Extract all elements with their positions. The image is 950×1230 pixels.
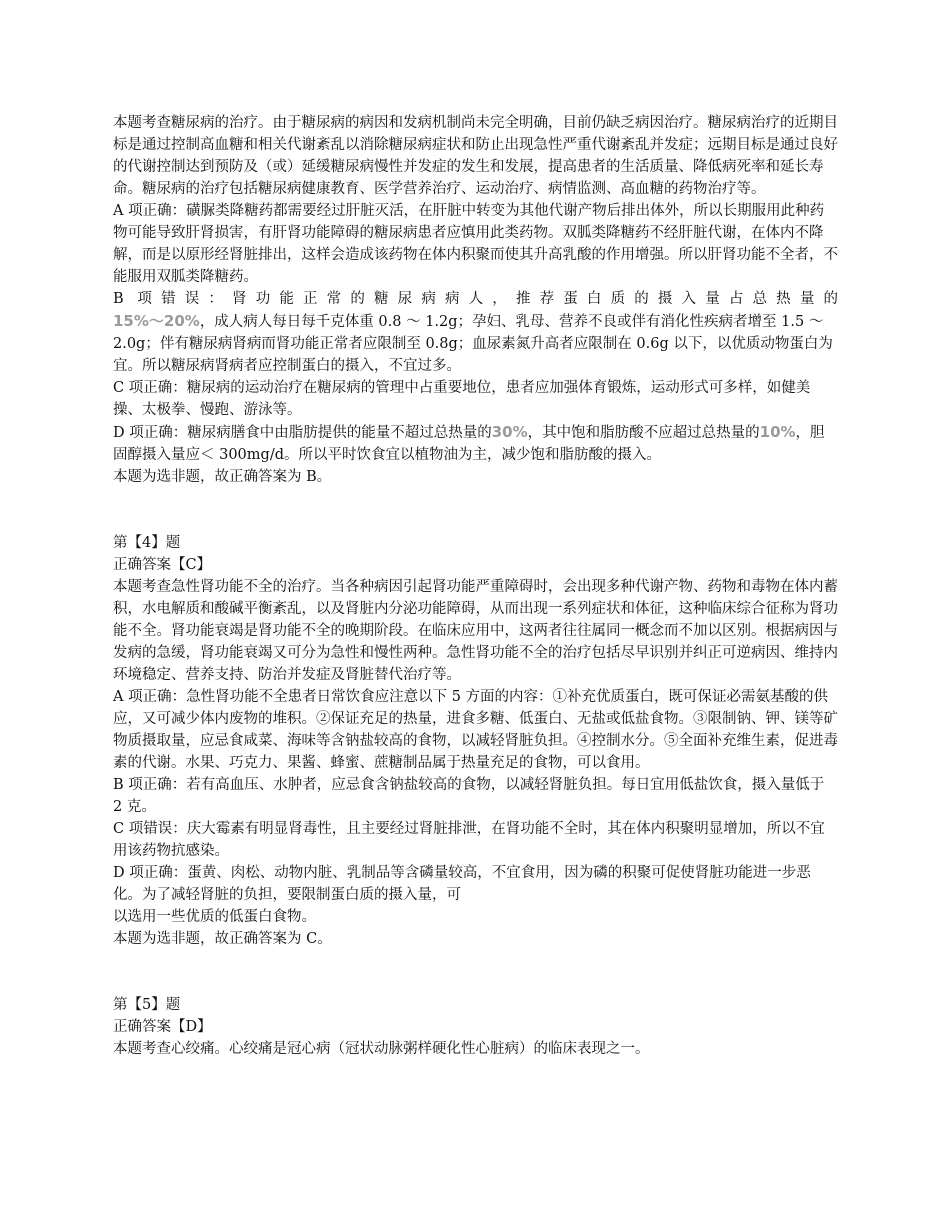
q4-option-d-line1: D 项正确：蛋黄、肉松、动物内脏、乳制品等含磷量较高，不宜食用，因为磷的积聚可促使肾脏功能进一步恶化。为了减轻肾脏的负担，要限制蛋白质的摄入量，可 [113,865,811,903]
q3-option-d-percent-10: 10% [759,423,796,441]
q4-explanation-intro: 本题考查急性肾功能不全的治疗。当各种病因引起肾功能严重障碍时，会出现多种代谢产物、药物和毒物在体内蓄积，水电解质和酸碱平衡紊乱，以及肾脏内分泌功能障碍，从而出现一系列症状和体征，这种临床综合征称为肾功能不全。肾功能衰竭是肾功能不全的晚期阶段。在临床应用中，这两者往往属同一概念而不加以区别。根据病因与发病的急缓，肾功能衰竭又可分为急性和慢性两种。急性肾功能不全的治疗包括尽早识别并纠正可逆病因、维持内环境稳定、营养支持、防治并发症及肾脏替代治疗等。 [113,579,838,683]
section-spacer [113,950,838,994]
q3-option-b-rest: ，成人病人每日每千克体重 0.8 ～ 1.2g；孕妇、乳母、营养不良或伴有消化性疾病者增至 1.5 ～ 2.0g；伴有糖尿病肾病而肾功能正常者应限制至 0.8g；血尿素氮升高者应限制在 0.6g 以下，以优质动物蛋白为宜。所以糖尿病肾病者应控制蛋白的摄入，不宜过多。 [113,314,833,374]
q3-option-d-percent-30: 30% [491,423,528,441]
q5-heading: 第【5】题 [113,997,181,1013]
q3-option-c: C 项正确：糖尿病的运动治疗在糖尿病的管理中占重要地位，患者应加强体育锻炼，运动形式可多样，如健美操、太极拳、慢跑、游泳等。 [113,380,811,418]
q4-option-a: A 项正确：急性肾功能不全患者日常饮食应注意以下 5 方面的内容：①补充优质蛋白，既可保证必需氨基酸的供应，又可减少体内废物的堆积。②保证充足的热量，进食多糖、低蛋白、无盐或低盐食物。③限制钠、钾、镁等矿物质摄取量，应忌食咸菜、海味等含钠盐较高的食物，以减轻肾脏负担。④控制水分。⑤全面补充维生素，促进毒素的代谢。水果、巧克力、果酱、蜂蜜、蔗糖制品属于热量充足的食物，可以食用。 [113,689,838,771]
q3-option-d-part1: D 项正确：糖尿病膳食中由脂肪提供的能量不超过总热量的 [113,425,492,441]
q4-option-b: B 项正确：若有高血压、水肿者，应忌食含钠盐较高的食物，以减轻肾脏负担。每日宜用低盐饮食，摄入量低于 2 克。 [113,777,825,815]
q3-option-b-line1: B 项错误：肾功能正常的糖尿病病人，推荐蛋白质的摄入量占总热量的 [113,291,838,307]
q3-option-d-part2: ，其中饱和脂肪酸不应超过总热量的 [527,425,760,441]
q4-answer: 正确答案【C】 [113,557,212,573]
q3-option-d [113,421,838,466]
q4-option-c: C 项错误：庆大霉素有明显肾毒性，且主要经过肾脏排泄，在肾功能不全时，其在体内积聚明显增加，所以不宜用该药物抗感染。 [113,821,825,859]
q5-answer: 正确答案【D】 [113,1019,212,1035]
q3-option-a: A 项正确：磺脲类降糖药都需要经过肝脏灭活，在肝脏中转变为其他代谢产物后排出体外，所以长期服用此种药物可能导致肝肾损害，有肝肾功能障碍的糖尿病患者应慎用此类药物。双胍类降糖药不经肝脏代谢，在体内不降解，而是以原形经肾脏排出，这样会造成该药物在体内积聚而使其升高乳酸的作用增强。所以肝肾功能不全者，不能服用双胍类降糖药。 [113,203,838,285]
document-page [113,112,838,1060]
q3-option-b [113,288,838,377]
q3-option-b-percent: 15%～20% [113,312,200,330]
q3-conclusion: 本题为选非题，故正确答案为 B。 [113,469,332,485]
q3-option-d-part3: ，胆固醇摄入量应＜ 300mg/d。所以平时饮食宜以植物油为主，减少饱和脂肪酸的摄入。 [113,425,825,463]
section-spacer [113,488,838,532]
q4-heading: 第【4】题 [113,535,181,551]
q4-conclusion: 本题为选非题，故正确答案为 C。 [113,931,332,947]
q3-explanation-intro: 本题考查糖尿病的治疗。由于糖尿病的病因和发病机制尚未完全明确，目前仍缺乏病因治疗。糖尿病治疗的近期目标是通过控制高血糖和相关代谢紊乱以消除糖尿病症状和防止出现急性严重代谢紊乱并发症；远期目标是通过良好的代谢控制达到预防及（或）延缓糖尿病慢性并发症的发生和发展，提高患者的生活质量、降低病死率和延长寿命。糖尿病的治疗包括糖尿病健康教育、医学营养治疗、运动治疗、病情监测、高血糖的药物治疗等。 [113,115,838,197]
q4-option-d-line2: 以选用一些优质的低蛋白食物。 [113,909,316,925]
q5-explanation-intro: 本题考查心绞痛。心绞痛是冠心病（冠状动脉粥样硬化性心脏病）的临床表现之一。 [113,1041,650,1057]
